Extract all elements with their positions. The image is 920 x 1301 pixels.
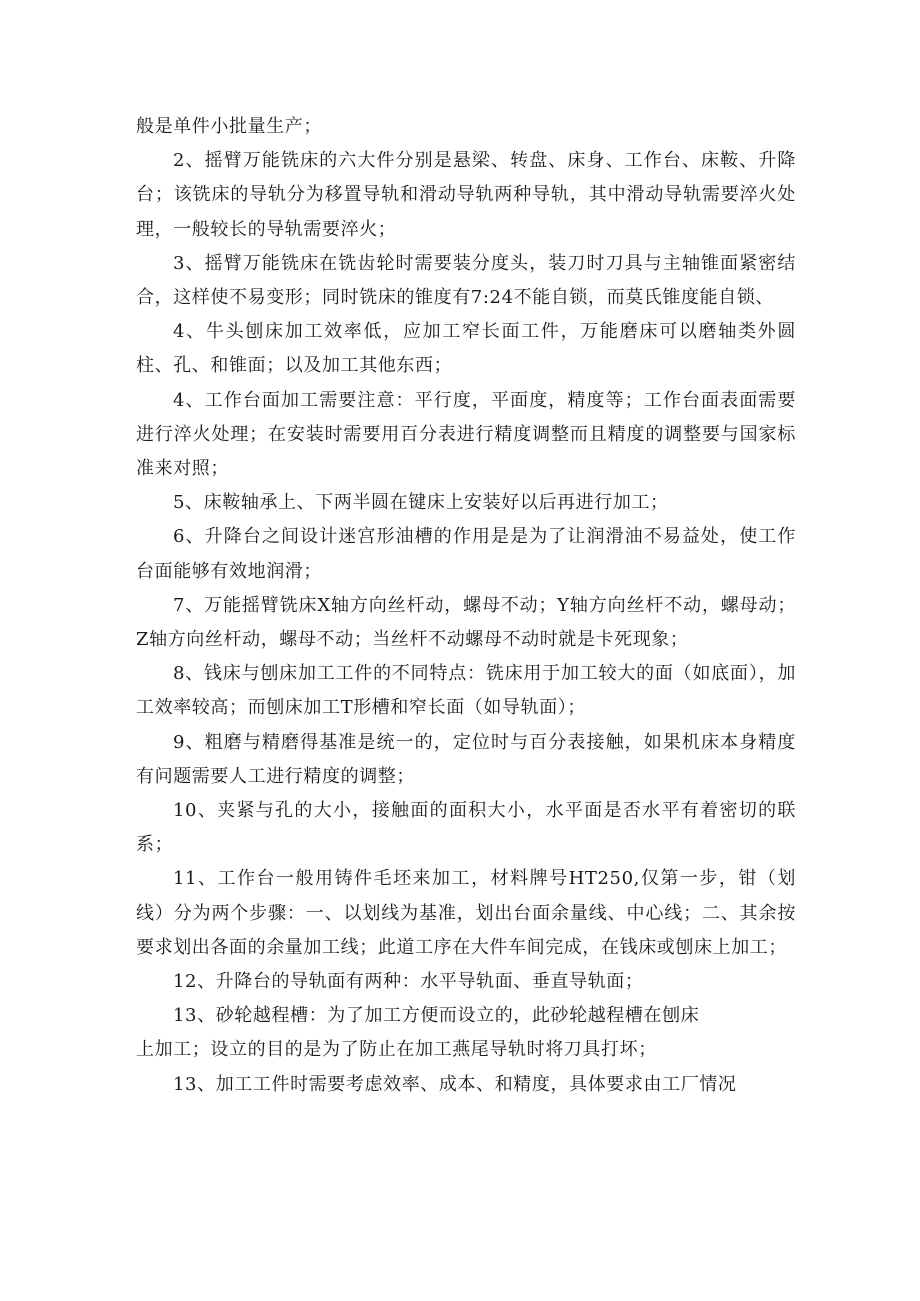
paragraph-item-13b: 13、加工工件时需要考虑效率、成本、和精度，具体要求由工厂情况	[173, 1073, 737, 1095]
paragraph-item-8: 8、钱床与刨床加工工件的不同特点：铣床用于加工较大的面（如底面），加工效率较高；而刨床加工T形槽和窄长面（如导轨面）；	[136, 663, 796, 719]
paragraph-item-2: 2、摇臂万能铣床的六大件分别是悬梁、转盘、床身、工作台、床鞍、升降台；该铣床的导轨分为移置导轨和滑动导轨两种导轨，其中滑动导轨需要淬火处理，一般较长的导轨需要淬火；	[136, 150, 796, 240]
paragraph-item-5: 5、床鞍轴承上、下两半圆在键床上安装好以后再进行加工；	[173, 492, 669, 514]
paragraph-item-4b: 4、工作台面加工需要注意：平行度，平面度，精度等；工作台面表面需要进行淬火处理；在安装时需要用百分表进行精度调整而且精度的调整要与国家标准来对照；	[136, 389, 796, 480]
paragraph-item-12: 12、升降台的导轨面有两种：水平导轨面、垂直导轨面；	[173, 971, 644, 993]
paragraph-item-13a: 13、砂轮越程槽：为了加工方便而设立的，此砂轮越程槽在刨床 上加工；设立的目的是为了防止在加工燕尾导轨时将刀具打坏；	[136, 1005, 700, 1061]
paragraph-item-11: 11、工作台一般用铸件毛坯来加工，材料牌号HT250,仅第一步，钳（划线）分为两个步骤：一、以划线为基准，划出台面余量线、中心线；二、其余按要求划出各面的余量加工线；此道工序在大件车间完成，在钱床或刨床上加工；	[136, 868, 796, 958]
paragraph-continuation: 般是单件小批量生产；	[136, 116, 322, 137]
paragraph-item-3: 3、摇臂万能铣床在铣齿轮时需要装分度头，装刀时刀具与主轴锥面紧密结合，这样使不易变形；同时铣床的锥度有7:24不能自锁，而莫氏锥度能自锁、	[136, 252, 796, 309]
paragraph-item-7: 7、万能摇臂铣床X轴方向丝杆动，螺母不动；Y轴方向丝杆不动，螺母动；Z轴方向丝杆动，螺母不动；当丝杆不动螺母不动时就是卡死现象；	[136, 594, 796, 651]
paragraph-item-10: 10、夹紧与孔的大小，接触面的面积大小，水平面是否水平有着密切的联系；	[136, 800, 796, 856]
paragraph-item-4a: 4、牛头刨床加工效率低，应加工窄长面工件，万能磨床可以磨轴类外圆柱、孔、和锥面；以及加工其他东西；	[136, 321, 796, 377]
paragraph-item-9: 9、粗磨与精磨得基准是统一的，定位时与百分表接触，如果机床本身精度有问题需要人工进行精度的调整；	[136, 731, 796, 787]
document-body	[136, 110, 796, 1102]
paragraph-item-6: 6、升降台之间设计迷宫形油槽的作用是是为了让润滑油不易益处，使工作台面能够有效地润滑；	[136, 526, 796, 582]
